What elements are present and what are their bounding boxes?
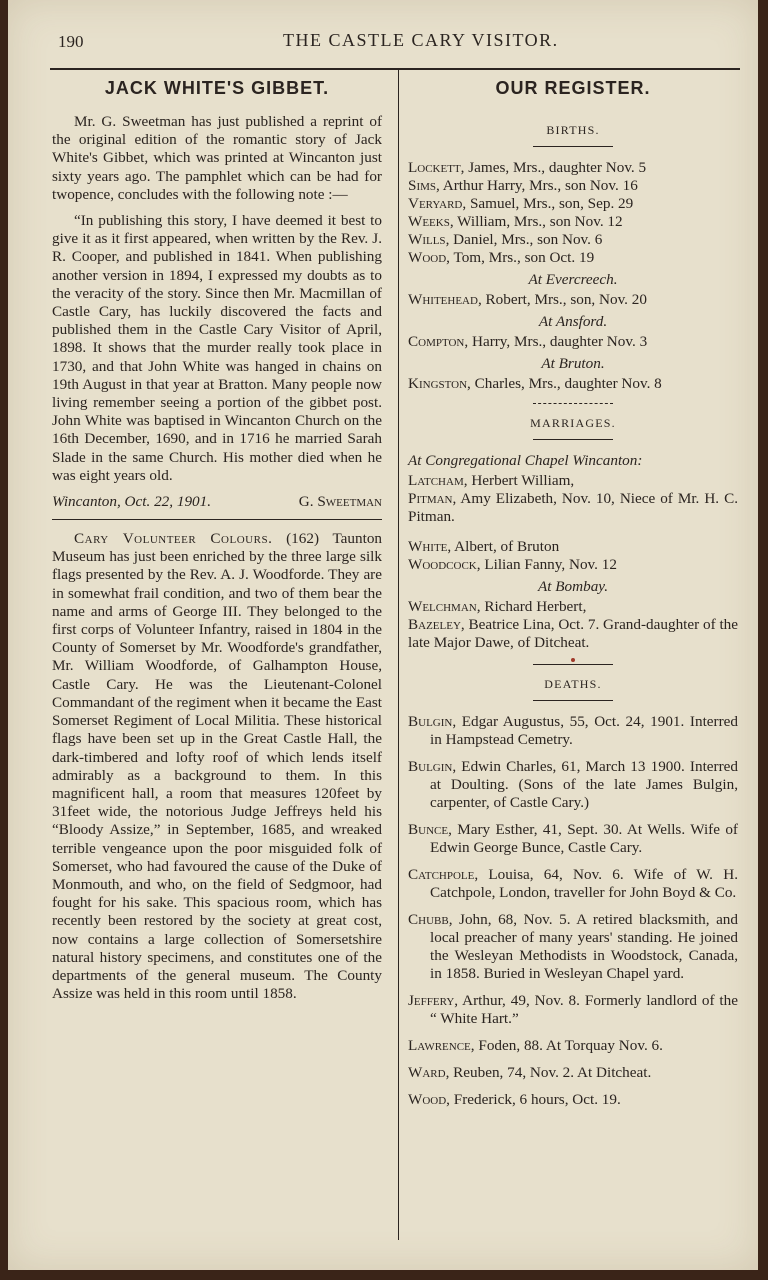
list-item: Jeffery, Arthur, 49, Nov. 8. Formerly landlord of the “ White Hart.”	[408, 992, 738, 1027]
marriages-title: MARRIAGES.	[530, 416, 616, 430]
list-item: Latcham, Herbert William,	[408, 472, 575, 489]
page-number: 190	[58, 32, 84, 51]
list-item: Wood, Frederick, 6 hours, Oct. 19.	[408, 1091, 621, 1108]
section-rule	[52, 519, 382, 520]
place-congregational: At Congregational Chapel Wincanton:	[408, 452, 643, 469]
signature-name: G. Sweetman	[298, 493, 382, 511]
list-item: Catchpole, Louisa, 64, Nov. 6. Wife of W. H. Catchpole, London, traveller for John Boyd & Co.	[408, 866, 738, 901]
list-item: Bunce, Mary Esther, 41, Sept. 30. At Wells. Wife of Edwin George Bunce, Castle Cary.	[408, 821, 738, 856]
divider-dot	[571, 658, 575, 662]
births-title: BIRTHS.	[546, 123, 600, 137]
journal-title: THE CASTLE CARY VISITOR.	[283, 30, 559, 50]
signature-date: Wincanton, Oct. 22, 1901.	[52, 493, 212, 511]
list-item: Wood, Tom, Mrs., son Oct. 19	[408, 249, 595, 266]
colours-paragraph	[52, 530, 382, 1003]
spacer	[408, 526, 738, 538]
list-item: Bazeley, Beatrice Lina, Oct. 7. Grand-daughter of the late Major Dawe, of Ditcheat.	[408, 616, 738, 651]
list-item: Sims, Arthur Harry, Mrs., son Nov. 16	[408, 177, 638, 194]
deaths-title: DEATHS.	[544, 677, 602, 691]
deaths-top-rule	[533, 664, 613, 665]
list-item: White, Albert, of Bruton	[408, 538, 560, 555]
place-ansford: At Ansford.	[538, 313, 608, 330]
list-item: Bulgin, Edgar Augustus, 55, Oct. 24, 1901. Interred in Hampstead Cemetry.	[408, 713, 738, 748]
article-heading: JACK WHITE'S GIBBET.	[104, 78, 330, 98]
list-item: Chubb, John, 68, Nov. 5. A retired blacksmith, and local preacher of many years' standing. He joined the Wesleyan Methodists in Woodstock, Canada, in 1858. Buried in Wesleyan Chapel yard.	[408, 911, 738, 982]
marriages-rule	[533, 439, 613, 440]
list-item: Welchman, Richard Herbert,	[408, 598, 587, 615]
colours-text: (162) Taunton Museum has just been enriched by the three large silk flags presented by the Rev. A. J. Woodforde. They are in somewhat frail condition, and two of them bear the name and arms of George III. They belonged to the first corps of Volunteer Infantry, raised in 1804 in the County of Somerset by Mr. Woodforde's grandfather, Mr. William Woodforde, of Galhampton House, Castle Cary. He was the Lieutenant-Colonel Commandant of the regiment when it became the East Somerset Regiment of Local Militia. These historical flags have been set up in the Great Castle Hall, the dark-timbered and lofty roof of which lends itself admirably as a background to them. In this magnificent hall, a room that measures 120feet by 31feet wide, the notorious Judge Jeffreys held his “Bloody Assize,” in September, 1685, and wreaked terrible vengeance upon the poor misguided folk of Somerset, who had favoured the cause of the Duke of Monmouth, and who, on the field of Sedgmoor, had fought for his sake. This spacious room, which has recently been restored by the society at great cost, now contains a large collection of Somersetshire natural history specimens, and constitutes one of the departments of the general museum. The County Assize was held in this room until 1858.	[52, 530, 383, 1003]
list-item: Woodcock, Lilian Fanny, Nov. 12	[408, 556, 617, 573]
list-item: Lockett, James, Mrs., daughter Nov. 5	[408, 159, 647, 176]
place-evercreech: At Evercreech.	[528, 271, 618, 288]
list-item: Weeks, William, Mrs., son Nov. 12	[408, 213, 623, 230]
running-head	[58, 32, 748, 58]
list-item: Compton, Harry, Mrs., daughter Nov. 3	[408, 333, 648, 350]
place-bruton: At Bruton.	[541, 355, 605, 372]
article-paragraph-1: Mr. G. Sweetman has just published a reprint of the original edition of the romantic story of Jack White's Gibbet, which was printed at Wincanton just sixty years ago. The pamphlet which can be had for twopence, concludes with the following note :—	[52, 113, 382, 203]
article-quote: “In publishing this story, I have deemed it best to give it as it first appeared, when written by the Rev. J. R. Cooper, and published in 1841. When publishing another version in 1894, I expressed my doubts as to the veracity of the story. Since then Mr. Macmillan of Castle Cary, has luckily discovered the facts and published them in the Castle Cary Visitor of April, 1898. It shows that the murder really took place in 1730, and that John White was hanged in chains on 19th August in that year at Bratton. Many people now living remember seeing a portion of the gibbet post. John White was baptised in Wincanton Church on the 16th December, 1690, and in 1716 he married Sarah Slade in the same Church. His mother died when he was eight years old.	[52, 212, 382, 484]
column-divider	[398, 70, 399, 1240]
list-item: Lawrence, Foden, 88. At Torquay Nov. 6.	[408, 1037, 663, 1054]
colours-title: Cary Volunteer Colours.	[74, 530, 273, 548]
list-item: Whitehead, Robert, Mrs., son, Nov. 20	[408, 291, 647, 308]
article-signature	[52, 493, 382, 511]
left-column	[52, 78, 382, 1011]
deaths-list	[408, 713, 738, 1109]
list-item: Veryard, Samuel, Mrs., son, Sep. 29	[408, 195, 634, 212]
deaths-rule	[533, 700, 613, 701]
list-item: Wills, Daniel, Mrs., son Nov. 6	[408, 231, 603, 248]
births-list	[408, 159, 738, 267]
list-item: Ward, Reuben, 74, Nov. 2. At Ditcheat.	[408, 1064, 652, 1081]
list-item: Pitman, Amy Elizabeth, Nov. 10, Niece of Mr. H. C. Pitman.	[408, 490, 738, 525]
right-column	[408, 78, 738, 1118]
births-rule	[533, 146, 613, 147]
list-item: Bulgin, Edwin Charles, 61, March 13 1900. Interred at Doulting. (Sons of the late James Bulgin, carpenter, of Castle Cary.)	[408, 758, 738, 811]
marriages-top-rule	[533, 403, 613, 404]
list-item: Kingston, Charles, Mrs., daughter Nov. 8	[408, 375, 662, 392]
place-bombay: At Bombay.	[537, 578, 609, 595]
header-rule	[50, 68, 740, 70]
register-heading: OUR REGISTER.	[495, 78, 651, 98]
